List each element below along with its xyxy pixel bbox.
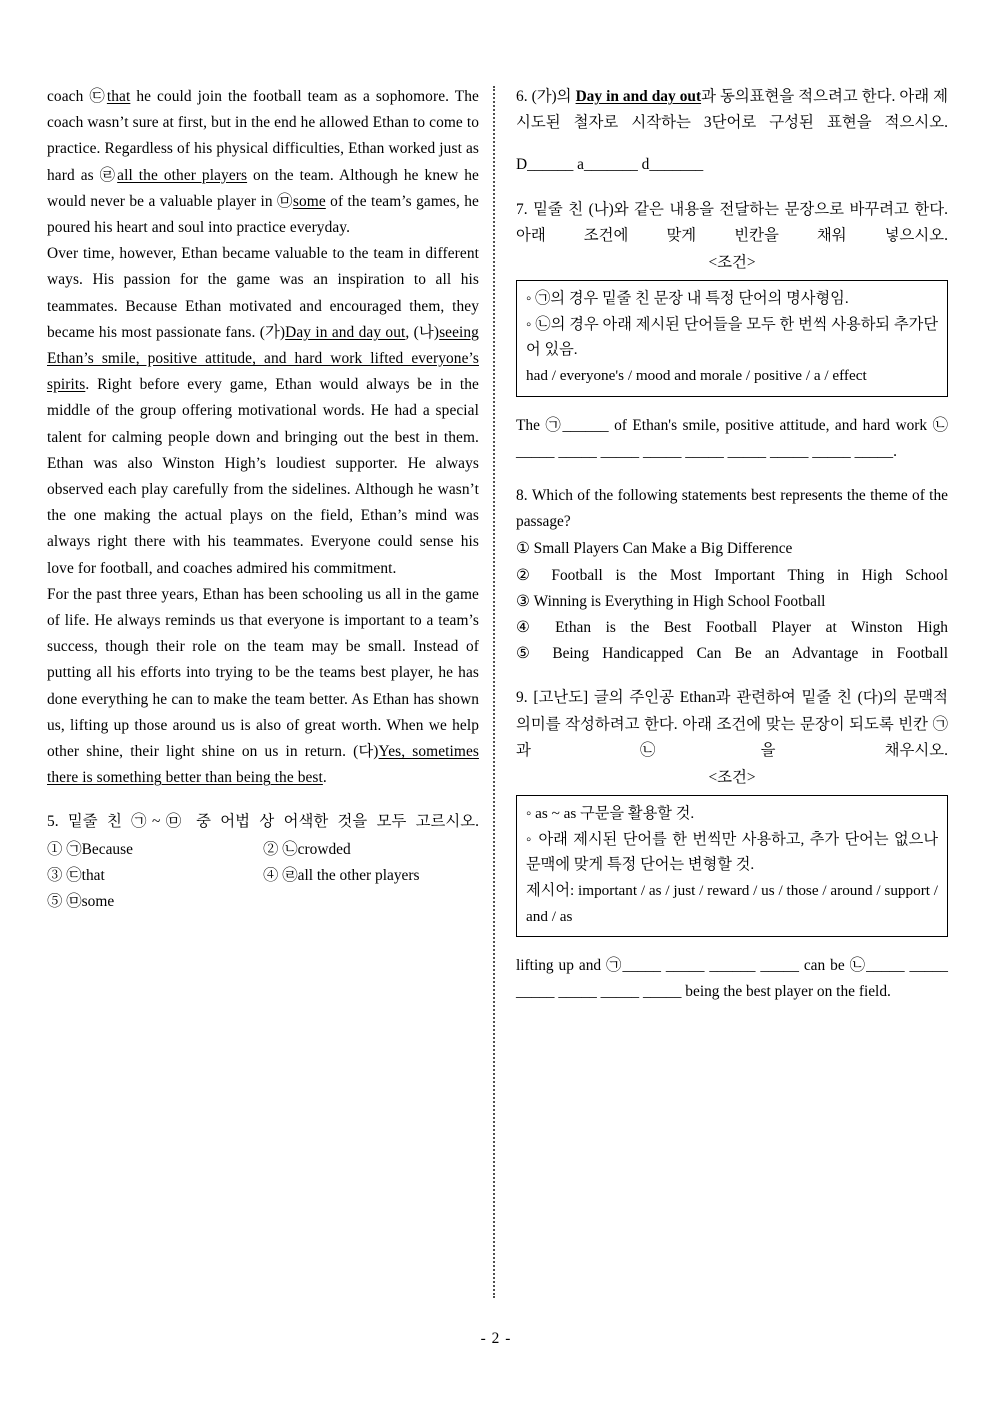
passage-text: he could join the football team as a sophomore. The coach wasn’t sure at first, but in the end he allowed Ethan to come to practice. Regardless of his physical difficulties, Ethan worked just as hard as: [47, 88, 479, 184]
choice-item-4[interactable]: [516, 615, 948, 641]
passage-text: coach: [47, 88, 90, 105]
question-5-prompt: [47, 809, 479, 835]
question-6-answer-blanks[interactable]: D______ a_______ d_______: [516, 156, 704, 174]
question-7-number: 7.: [516, 200, 528, 218]
choice-row: [47, 837, 479, 863]
label-ga: (가): [259, 323, 286, 341]
choice-number: ④: [516, 619, 541, 637]
choice-label: Being Handicapped Can Be an Advantage in Football: [552, 645, 948, 663]
question-8-choices: [516, 536, 948, 667]
choice-item-1[interactable]: [47, 837, 263, 863]
choice-label: Ethan is the Best Football Player at Winston High: [555, 619, 948, 637]
choice-item-2[interactable]: [516, 563, 948, 589]
choice-marker-icon: ㉤: [66, 893, 82, 911]
choice-number: ④: [263, 866, 279, 884]
label-da: (다): [353, 743, 379, 761]
choice-row: [47, 863, 479, 889]
question-9-answer-sentence[interactable]: [516, 953, 948, 1005]
choice-number: ③: [516, 592, 530, 610]
passage-paragraph-1: [47, 84, 479, 241]
choice-marker-icon: ㉢: [66, 866, 82, 884]
underlined-some: some: [292, 192, 326, 210]
question-5-prompt-text: 밑줄 친 ㉠~㉤ 중 어법 상 어색한 것을 모두 고르시오.: [67, 813, 479, 831]
choice-label: some: [81, 893, 115, 911]
question-9-number: 9.: [516, 689, 528, 707]
choice-number: ⑤: [516, 645, 540, 663]
choice-item-4[interactable]: [263, 863, 479, 889]
page-footer: - 2 -: [480, 1330, 512, 1347]
right-column: [516, 84, 948, 1006]
left-column: [47, 84, 479, 915]
question-6-bold-phrase: Day in and day out: [575, 88, 702, 105]
answer-blank-a[interactable]: ______: [562, 416, 609, 434]
answer-blank-b[interactable]: _____ _____ _____ _____ _____ _____ _____ _____ _____.: [516, 442, 897, 460]
question-9-prompt-text: [고난도] 글의 주인공 Ethan과 관련하여 밑줄 친 (다)의 문맥적 의미를 작성하려고 한다. 아래 조건에 맞는 문장이 되도록 빈칸 ㉠과 ㉡을 채우시오.: [516, 689, 948, 759]
answer-text: The: [516, 416, 546, 434]
label-na: (나): [413, 323, 440, 341]
blank-marker-a-icon: ㉠: [545, 416, 563, 434]
passage-text: on the team. Although he knew he would never be a valuable player in: [47, 166, 479, 210]
choice-marker-icon: ㉣: [282, 866, 298, 884]
marker-e-icon: ㉤: [277, 192, 293, 210]
choice-label: Winning is Everything in High School Football: [533, 592, 826, 610]
underlined-yes-sometimes: Yes, sometimes there is something better than being the best: [47, 743, 479, 787]
choice-item-3[interactable]: [47, 863, 263, 889]
choice-label: crowded: [297, 840, 351, 858]
question-9-prompt: [516, 685, 948, 764]
choice-marker-icon: ㉠: [66, 840, 82, 858]
condition-item: ◦ 아래 제시된 단어를 한 번씩만 사용하고, 추가 단어는 없으나 문맥에 맞게 특정 단어는 변형할 것.: [526, 830, 938, 874]
choice-item-2[interactable]: [263, 837, 479, 863]
underlined-that: that: [106, 88, 131, 105]
question-7-prompt: [516, 197, 948, 249]
answer-blank-a[interactable]: _____ _____ ______ _____: [622, 957, 799, 975]
answer-text: being the best player on the field.: [681, 983, 891, 1001]
choice-number: ⑤: [47, 893, 63, 911]
question-6: [516, 84, 948, 179]
choice-label: Football is the Most Important Thing in High School: [551, 566, 948, 584]
passage-text: For the past three years, Ethan has been schooling us all in the game of life. He always reminds us that everyone is important to a team’s success, though their role on the team may be small. Instead of putting all his efforts into trying to be the teams best player, he has done everything he can to make the team better. As Ethan has shown us, lifting up those around us is also of great worth. When we help other shine, their light shine on us in return.: [47, 585, 479, 761]
question-7-condition-box: [516, 280, 948, 396]
question-8-number: 8.: [516, 487, 528, 504]
choice-label: that: [81, 866, 105, 884]
underlined-seeing-ethans-smile: seeing Ethan’s smile, positive attitude, and hard work lifted everyone’s spirits: [47, 323, 479, 394]
blank-marker-a-icon: ㉠: [606, 957, 623, 975]
question-6-prompt-text-b: 과 동의표현을 적으려고 한다. 아래 제시도된 철자로 시작하는 3단어로 구성된 표현을 적으시오.: [516, 88, 948, 132]
answer-text: lifting up and: [516, 957, 607, 975]
question-6-number: 6.: [516, 88, 528, 105]
choice-number: ③: [47, 866, 63, 884]
passage-text: .: [322, 769, 327, 787]
question-7-answer-area[interactable]: [516, 413, 948, 465]
question-9-answer-area[interactable]: [516, 953, 948, 1005]
passage-text: Over time, however, Ethan became valuable to the team in different ways. His passion for the game was an inspiration to all his teammates. Because Ethan motivated and encouraged them, they became his most passionate fans.: [47, 245, 479, 341]
passage-paragraph-2: [47, 241, 479, 582]
question-8-prompt: [516, 483, 948, 535]
question-6-prompt-text-a: (가)의: [531, 88, 576, 105]
condition-word-bank: 제시어: important / as / just / reward / us / those / around / support / and / as: [526, 882, 938, 925]
answer-text: can be: [798, 957, 850, 975]
marker-c-icon: ㉢: [89, 88, 107, 105]
question-8: [516, 483, 948, 667]
question-9: [516, 685, 948, 1005]
passage-text: . Right before every game, Ethan would always be in the middle of the group offering motivational words. He had a special talent for calming people down and bringing out the best in them. Ethan was also Winston High’s loudiest supporter. He always observed each play carefully from the sidelines. Although he wasn’t the one making the actual plays on the field, Ethan’s mind was always right there with his teammates. Everyone could sense his love for football, and coaches admired his commitment.: [47, 376, 479, 577]
condition-item: ◦ ㉠의 경우 밑줄 친 문장 내 특정 단어의 명사형임.: [526, 290, 849, 308]
choice-label: all the other players: [297, 866, 420, 884]
question-7-condition-title: <조건>: [708, 254, 756, 272]
passage-text: ,: [405, 323, 414, 341]
choice-label: Small Players Can Make a Big Difference: [533, 540, 793, 558]
choice-number: ①: [47, 840, 63, 858]
condition-word-bank: had / everyone's / mood and morale / positive / a / effect: [526, 367, 867, 384]
condition-item: ◦ as ~ as 구문을 활용할 것.: [526, 805, 695, 823]
question-7-answer-sentence[interactable]: [516, 413, 948, 465]
question-7: [516, 197, 948, 465]
choice-label: Because: [81, 840, 133, 858]
choice-item-5[interactable]: [47, 889, 263, 915]
column-divider: [493, 86, 495, 1298]
choice-marker-icon: ㉡: [282, 840, 298, 858]
question-5: [47, 809, 479, 915]
choice-row: [47, 889, 479, 915]
choice-number: ②: [263, 840, 279, 858]
passage-paragraph-3: [47, 582, 479, 792]
question-5-number: 5.: [47, 813, 59, 831]
question-7-prompt-text: 밑줄 친 (나)와 같은 내용을 전달하는 문장으로 바꾸려고 한다. 아래 조건에 맞게 빈칸을 채워 넣으시오.: [516, 200, 948, 244]
answer-text: of Ethan's smile, positive attitude, and hard work: [608, 416, 933, 434]
question-5-choices: [47, 837, 479, 916]
question-6-prompt: [516, 84, 948, 136]
answer-blank-b[interactable]: _____ _____ _____ _____ _____ _____: [516, 957, 948, 1001]
marker-d-icon: ㉣: [99, 166, 118, 184]
blank-marker-b-icon: ㉡: [932, 416, 948, 434]
choice-item-3[interactable]: [516, 589, 948, 615]
passage-text: of the team’s games, he poured his heart and soul into practice everyday.: [47, 192, 479, 237]
choice-item-1[interactable]: [516, 536, 948, 562]
underlined-all-the-other-players: all the other players: [117, 166, 248, 184]
condition-item: ◦ ㉡의 경우 아래 제시된 단어들을 모두 한 번씩 사용하되 추가단어 있음.: [526, 315, 938, 359]
choice-number: ①: [516, 540, 530, 558]
underlined-day-in-and-day-out: Day in and day out: [285, 323, 406, 341]
choice-number: ②: [516, 566, 539, 584]
choice-item-5[interactable]: [516, 641, 948, 667]
blank-marker-b-icon: ㉡: [849, 957, 867, 975]
question-9-condition-title: <조건>: [708, 769, 756, 787]
choice-spacer: [263, 889, 479, 915]
question-6-answer-area[interactable]: [516, 152, 948, 178]
question-8-prompt-text: Which of the following statements best represents the theme of the passage?: [516, 487, 948, 531]
question-9-condition-box: [516, 795, 948, 937]
